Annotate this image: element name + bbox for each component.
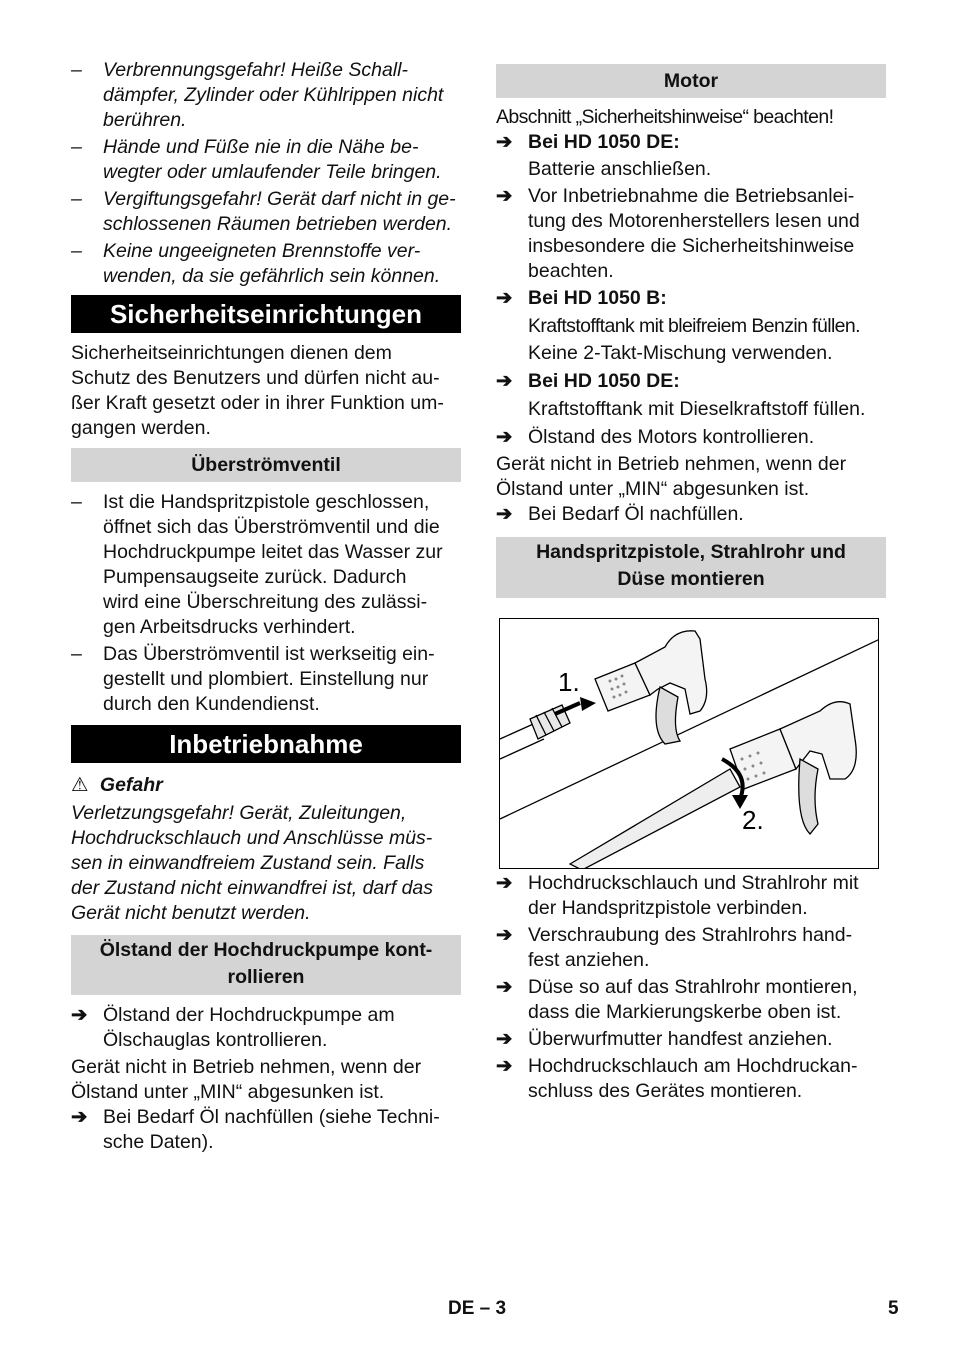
spray-gun-illustration (500, 619, 879, 869)
step-text: Hochdruckschlauch am Hochdruckan- schluss des Gerätes montieren. (528, 1055, 858, 1102)
spray-gun-icon (570, 702, 856, 869)
figure-label-1: 1. (558, 667, 580, 697)
step-detail: Kraftstofftank mit bleifreiem Benzin füllen. (528, 315, 860, 337)
step-text: Bei Bedarf Öl nachfüllen. (528, 503, 744, 525)
step-item (496, 130, 886, 155)
assembly-figure (499, 618, 879, 869)
step-text: Hochdruckschlauch und Strahlrohr mit der Handspritzpistole verbinden. (528, 872, 859, 919)
step-item (496, 871, 886, 921)
arrow-icon: ➔ (496, 287, 513, 309)
oil-paragraph: Gerät nicht in Betrieb nehmen, wenn der Ölstand unter „MIN“ abgesunken ist. (496, 453, 847, 500)
step-text: Ölstand des Motors kontrollieren. (528, 426, 815, 448)
right-column (496, 64, 886, 1106)
list-item (71, 490, 461, 640)
section-heading-safety: Sicherheitseinrichtungen (71, 295, 461, 333)
arrow-icon: ➔ (496, 1028, 513, 1050)
arrow-icon: ➔ (496, 131, 513, 153)
arrow-icon: ➔ (71, 1106, 88, 1128)
spray-gun-icon (595, 631, 707, 744)
subheading-overflow-valve: Überströmventil (71, 448, 461, 482)
step-text: Ölstand der Hochdruckpumpe am Ölschauglas kontrollieren. (103, 1004, 395, 1051)
dash-marker: – (71, 59, 82, 81)
step-item (496, 1027, 886, 1052)
warning-item (71, 187, 461, 237)
danger-text: Verletzungsgefahr! Gerät, Zuleitungen, Hochdruckschlauch und Anschlüsse müs- sen in einwandfreiem Zustand sein. Falls der Zustand nicht einwandfrei ist, darf das Gerät nicht benutzt werden. (71, 802, 434, 924)
step-item (496, 923, 886, 973)
warning-text: Keine ungeeigneten Brennstoffe ver- wenden, da sie gefährlich sein können. (103, 240, 441, 287)
step-text: Düse so auf das Strahlrohr montieren, dass die Markierungskerbe oben ist. (528, 976, 858, 1023)
arrow-icon: ➔ (496, 503, 513, 525)
step-detail: Batterie anschließen. (528, 158, 712, 180)
arrow-icon: ➔ (71, 1004, 88, 1026)
warning-text: Vergiftungsgefahr! Gerät darf nicht in ge- schlossenen Räumen betrieben werden. (103, 188, 456, 235)
model-label: Bei HD 1050 DE: (528, 370, 680, 392)
motor-note: Abschnitt „Sicherheitshinweise“ beachten! (496, 106, 834, 128)
list-item-text: Ist die Handspritzpistole geschlossen, öffnet sich das Überströmventil und die Hochdruckpumpe leitet das Wasser zur Pumpensaugseite zurück. Dadurch wird eine Überschreitung des zulässi- gen Arbeitsdrucks verhindert. (103, 491, 443, 638)
subheading-assembly: Handspritzpistole, Strahlrohr und Düse montieren (496, 537, 886, 598)
arrow-icon: ➔ (496, 370, 513, 392)
section-heading-commissioning: Inbetriebnahme (71, 725, 461, 763)
list-item-text: Das Überströmventil ist werkseitig ein- gestellt und plombiert. Einstellung nur durch den Kundendienst. (103, 643, 435, 715)
dash-marker: – (71, 643, 82, 665)
arrow-icon: ➔ (496, 976, 513, 998)
model-label: Bei HD 1050 B: (528, 287, 667, 309)
warning-item (71, 135, 461, 185)
figure-label-2: 2. (742, 805, 764, 835)
step-item (71, 1105, 461, 1155)
dash-marker: – (71, 136, 82, 158)
arrow-icon: ➔ (496, 872, 513, 894)
subheading-motor: Motor (496, 64, 886, 98)
step-item (496, 425, 886, 450)
step-text: Überwurfmutter handfest anziehen. (528, 1028, 833, 1050)
step-text: Verschraubung des Strahlrohrs hand- fest anziehen. (528, 924, 853, 971)
model-label: Bei HD 1050 DE: (528, 131, 680, 153)
safety-paragraph: Sicherheitseinrichtungen dienen dem Schutz des Benutzers und dürfen nicht au- ßer Kraft gesetzt oder in ihrer Funktion um- gangen werden. (71, 342, 444, 439)
step-item (496, 975, 886, 1025)
step-detail: Keine 2-Takt-Mischung verwenden. (528, 342, 833, 364)
warning-text: Verbrennungsgefahr! Heiße Schall- dämpfer, Zylinder oder Kühlrippen nicht berühren. (103, 59, 444, 131)
list-item (71, 642, 461, 717)
step-detail: Kraftstofftank mit Dieselkraftstoff füllen. (528, 398, 866, 420)
step-item (496, 286, 886, 311)
arrow-icon: ➔ (496, 1055, 513, 1077)
warning-triangle-icon: ⚠ (71, 774, 89, 796)
page-number: 5 (888, 1298, 899, 1319)
warning-item (71, 239, 461, 289)
dash-marker: – (71, 491, 82, 513)
section-page-label: DE – 3 (448, 1298, 507, 1319)
step-item (496, 1054, 886, 1104)
step-item (496, 502, 886, 527)
warning-item (71, 58, 461, 133)
step-item (71, 1003, 461, 1053)
step-item (496, 184, 886, 284)
danger-label: Gefahr (99, 774, 163, 796)
subheading-pump-oil: Ölstand der Hochdruckpumpe kont- rollieren (71, 935, 461, 995)
step-text: Bei Bedarf Öl nachfüllen (siehe Techni- sche Daten). (103, 1106, 440, 1153)
arrow-icon: ➔ (496, 924, 513, 946)
warning-text: Hände und Füße nie in die Nähe be- wegter oder umlaufender Teile bringen. (103, 136, 442, 183)
dash-marker: – (71, 240, 82, 262)
arrow-icon: ➔ (496, 185, 513, 207)
dash-marker: – (71, 188, 82, 210)
arrow-icon: ➔ (496, 426, 513, 448)
step-text: Vor Inbetriebnahme die Betriebsanlei- tung des Motorenherstellers lesen und insbesondere die Sicherheitshinweise beachten. (528, 185, 860, 282)
danger-heading (71, 773, 461, 798)
left-column (71, 58, 461, 1157)
oil-paragraph: Gerät nicht in Betrieb nehmen, wenn der Ölstand unter „MIN“ abgesunken ist. (71, 1056, 422, 1103)
step-item (496, 369, 886, 394)
